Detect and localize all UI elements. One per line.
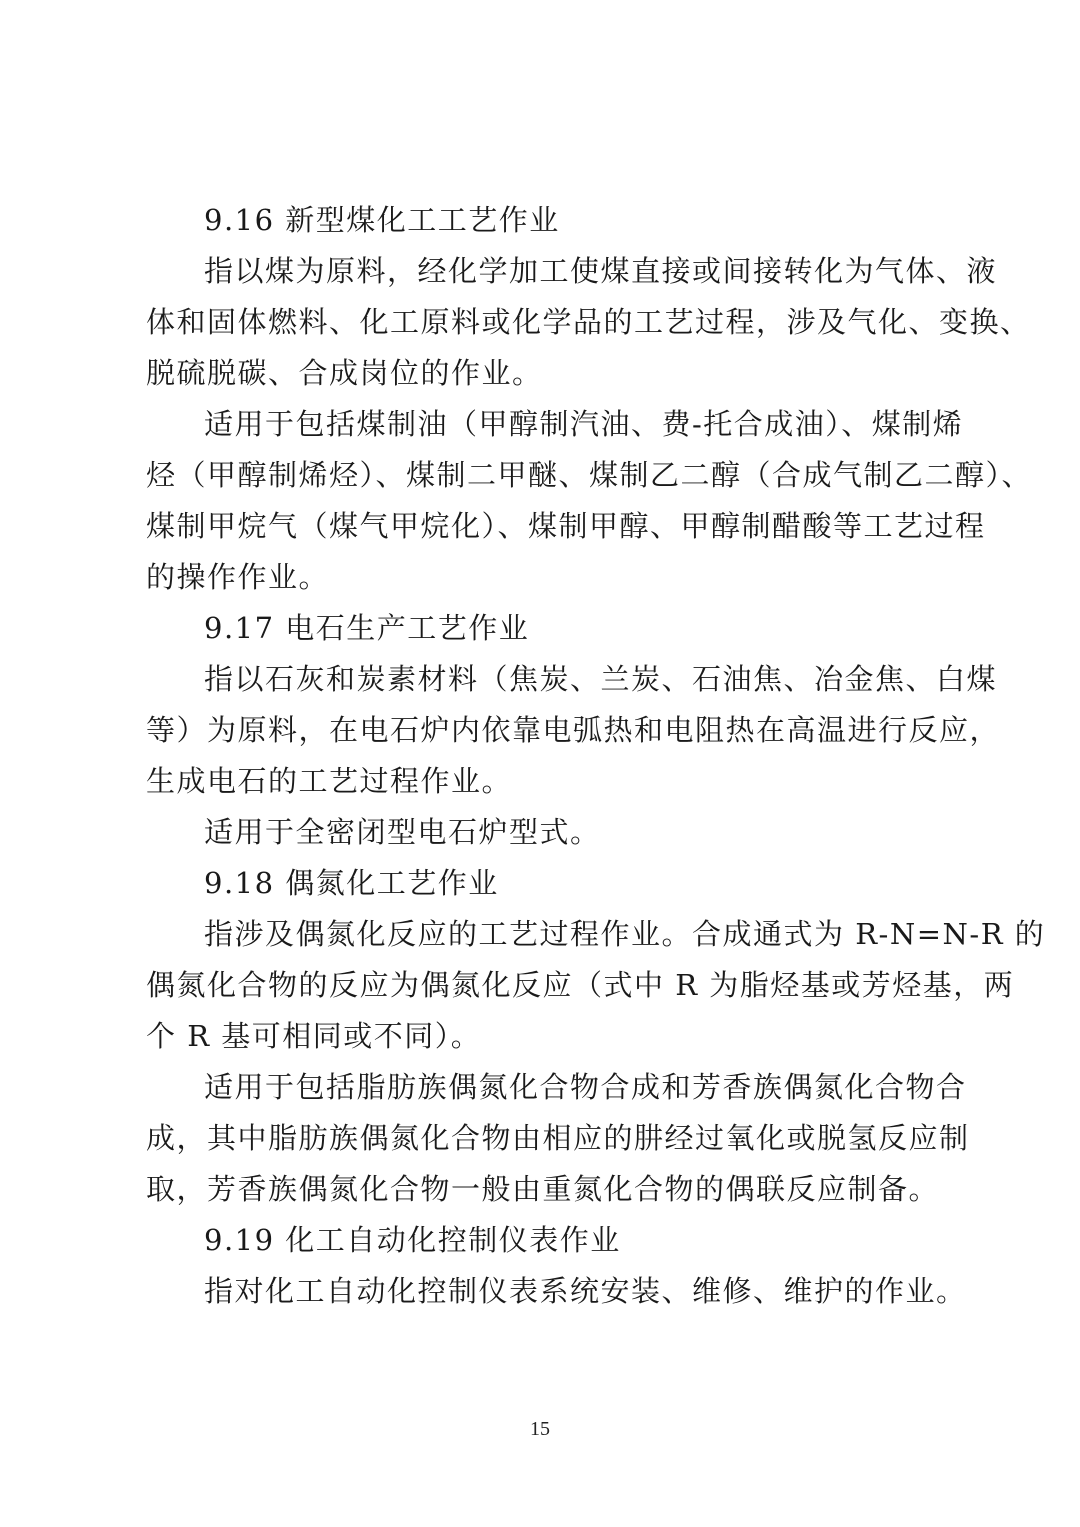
paragraph-line: 等）为原料，在电石炉内依靠电弧热和电阻热在高温进行反应， [146,713,1001,747]
paragraph-line: 偶氮化合物的反应为偶氮化反应（式中 R 为脂烃基或芳烃基，两 [146,968,1015,1002]
page-number: 15 [530,1418,550,1440]
section-heading-9-18: 9.18 偶氮化工艺作业 [204,866,499,900]
paragraph-line: 适用于包括煤制油（甲醇制汽油、费-托合成油）、煤制烯 [204,407,964,441]
paragraph-line: 个 R 基可相同或不同）。 [146,1019,482,1053]
paragraph-line: 指对化工自动化控制仪表系统安装、维修、维护的作业。 [204,1274,967,1308]
section-heading-9-16: 9.16 新型煤化工工艺作业 [204,203,560,237]
document-body [146,195,1046,1317]
section-heading-9-17: 9.17 电石生产工艺作业 [204,611,530,645]
paragraph-line: 煤制甲烷气（煤气甲烷化）、煤制甲醇、甲醇制醋酸等工艺过程 [146,509,986,543]
paragraph-line: 指以石灰和炭素材料（焦炭、兰炭、石油焦、冶金焦、白煤 [204,662,998,696]
paragraph-line: 体和固体燃料、化工原料或化学品的工艺过程，涉及气化、变换、 [146,305,1031,339]
paragraph-line: 取，芳香族偶氮化合物一般由重氮化合物的偶联反应制备。 [146,1172,940,1206]
paragraph-line: 适用于包括脂肪族偶氮化合物合成和芳香族偶氮化合物合 [204,1070,967,1104]
paragraph-line: 适用于全密闭型电石炉型式。 [204,815,601,849]
paragraph-line: 成，其中脂肪族偶氮化合物由相应的肼经过氧化或脱氢反应制 [146,1121,970,1155]
paragraph-line: 烃（甲醇制烯烃）、煤制二甲醚、煤制乙二醇（合成气制乙二醇）、 [146,458,1033,492]
paragraph-line: 的操作作业。 [146,560,330,594]
paragraph-line: 指涉及偶氮化反应的工艺过程作业。合成通式为 R-N=N-R 的 [204,917,1046,951]
paragraph-line: 指以煤为原料，经化学加工使煤直接或间接转化为气体、液 [204,254,998,288]
section-heading-9-19: 9.19 化工自动化控制仪表作业 [204,1223,621,1257]
paragraph-line: 脱硫脱碳、合成岗位的作业。 [146,356,543,390]
paragraph-line: 生成电石的工艺过程作业。 [146,764,513,798]
